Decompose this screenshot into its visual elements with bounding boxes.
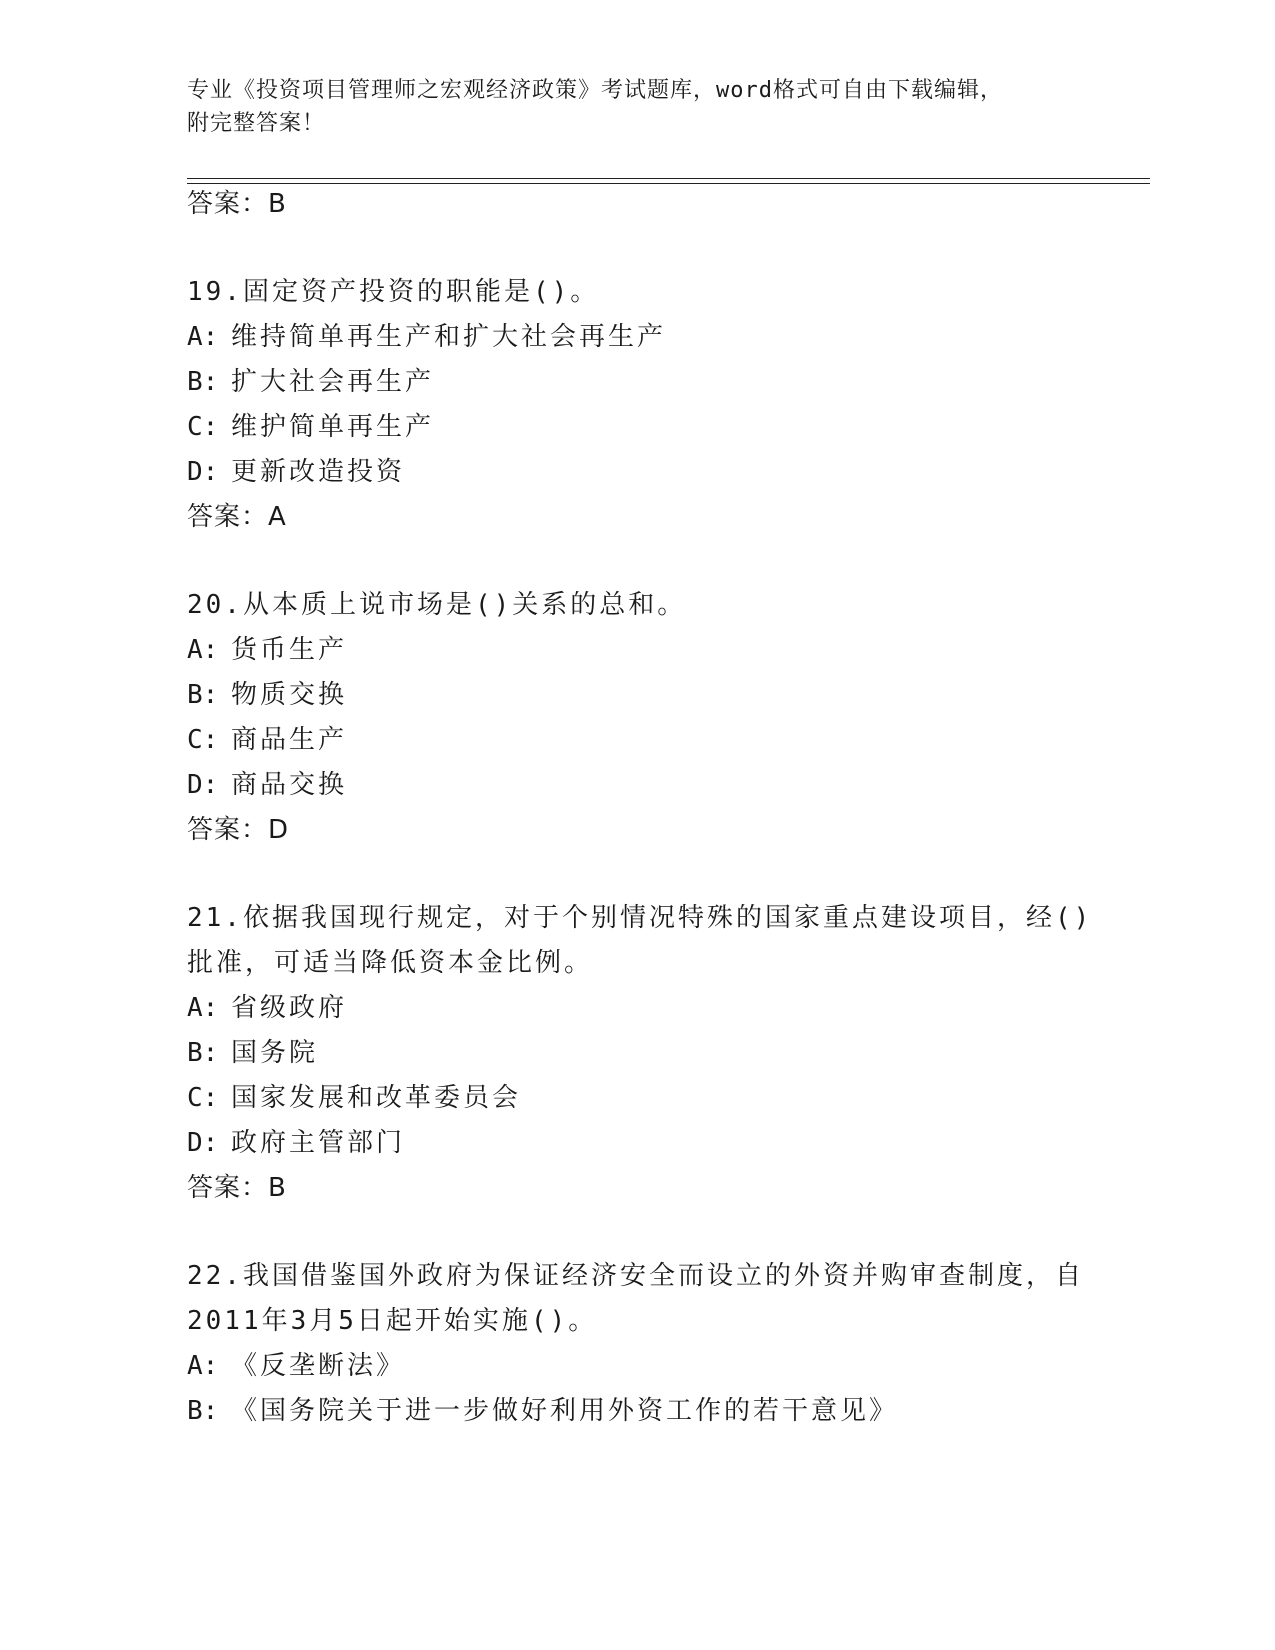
option-letter: B: [187, 367, 219, 397]
option-letter: D: [187, 1128, 219, 1158]
option-c [187, 1076, 1087, 1121]
option-text: 更新改造投资 [231, 457, 406, 487]
question-22 [187, 1254, 1087, 1434]
question-stem: 20.从本质上说市场是()关系的总和。 [187, 590, 687, 620]
question-stem-line-1: 21.依据我国现行规定，对于个别情况特殊的国家重点建设项目，经() [187, 903, 1093, 933]
question-stem-line-1: 22.我国借鉴国外政府为保证经济安全而设立的外资并购审查制度，自 [187, 1261, 1084, 1291]
option-text: 维护简单再生产 [231, 412, 435, 442]
answer-label: 答案：D [187, 815, 290, 845]
option-letter: B: [187, 1038, 219, 1068]
question-19 [187, 270, 1087, 540]
option-text: 商品生产 [231, 725, 348, 755]
question-20 [187, 583, 1087, 853]
option-text: 《反垄断法》 [231, 1351, 406, 1381]
option-d [187, 1121, 1087, 1166]
option-a [187, 1344, 1087, 1389]
option-letter: A: [187, 635, 219, 665]
option-c [187, 718, 1087, 763]
option-letter: C: [187, 1083, 219, 1113]
option-b [187, 673, 1087, 718]
option-letter: B: [187, 680, 219, 710]
question-stem-line-2: 批准，可适当降低资本金比例。 [187, 948, 594, 978]
option-text: 国务院 [231, 1038, 319, 1068]
answer-label: 答案：B [187, 189, 287, 219]
option-text: 商品交换 [231, 770, 348, 800]
option-letter: C: [187, 725, 219, 755]
question-stem-line-2: 2011年3月5日起开始实施()。 [187, 1306, 598, 1336]
option-a [187, 315, 1087, 360]
option-letter: D: [187, 457, 219, 487]
option-letter: A: [187, 322, 219, 352]
option-letter: C: [187, 412, 219, 442]
option-b [187, 1389, 1087, 1434]
option-b [187, 1031, 1087, 1076]
document-header [187, 74, 1087, 140]
option-text: 维持简单再生产和扩大社会再生产 [231, 322, 667, 352]
previous-answer-block [187, 182, 1087, 227]
option-text: 《国务院关于进一步做好利用外资工作的若干意见》 [231, 1396, 899, 1426]
option-c [187, 405, 1087, 450]
option-b [187, 360, 1087, 405]
answer-label: 答案：A [187, 502, 287, 532]
option-a [187, 986, 1087, 1031]
option-a [187, 628, 1087, 673]
option-text: 国家发展和改革委员会 [231, 1083, 522, 1113]
header-line-1: 专业《投资项目管理师之宏观经济政策》考试题库，word格式可自由下载编辑， [187, 78, 1003, 103]
option-text: 扩大社会再生产 [231, 367, 435, 397]
option-letter: B: [187, 1396, 219, 1426]
header-line-2: 附完整答案！ [187, 111, 326, 136]
option-d [187, 450, 1087, 495]
answer-label: 答案：B [187, 1173, 287, 1203]
header-divider-top [187, 178, 1150, 179]
option-letter: D: [187, 770, 219, 800]
option-text: 货币生产 [231, 635, 348, 665]
option-text: 物质交换 [231, 680, 348, 710]
question-stem: 19.固定资产投资的职能是()。 [187, 277, 600, 307]
option-letter: A: [187, 1351, 219, 1381]
option-letter: A: [187, 993, 219, 1023]
question-21 [187, 896, 1093, 1211]
option-text: 省级政府 [231, 993, 348, 1023]
option-text: 政府主管部门 [231, 1128, 406, 1158]
option-d [187, 763, 1087, 808]
